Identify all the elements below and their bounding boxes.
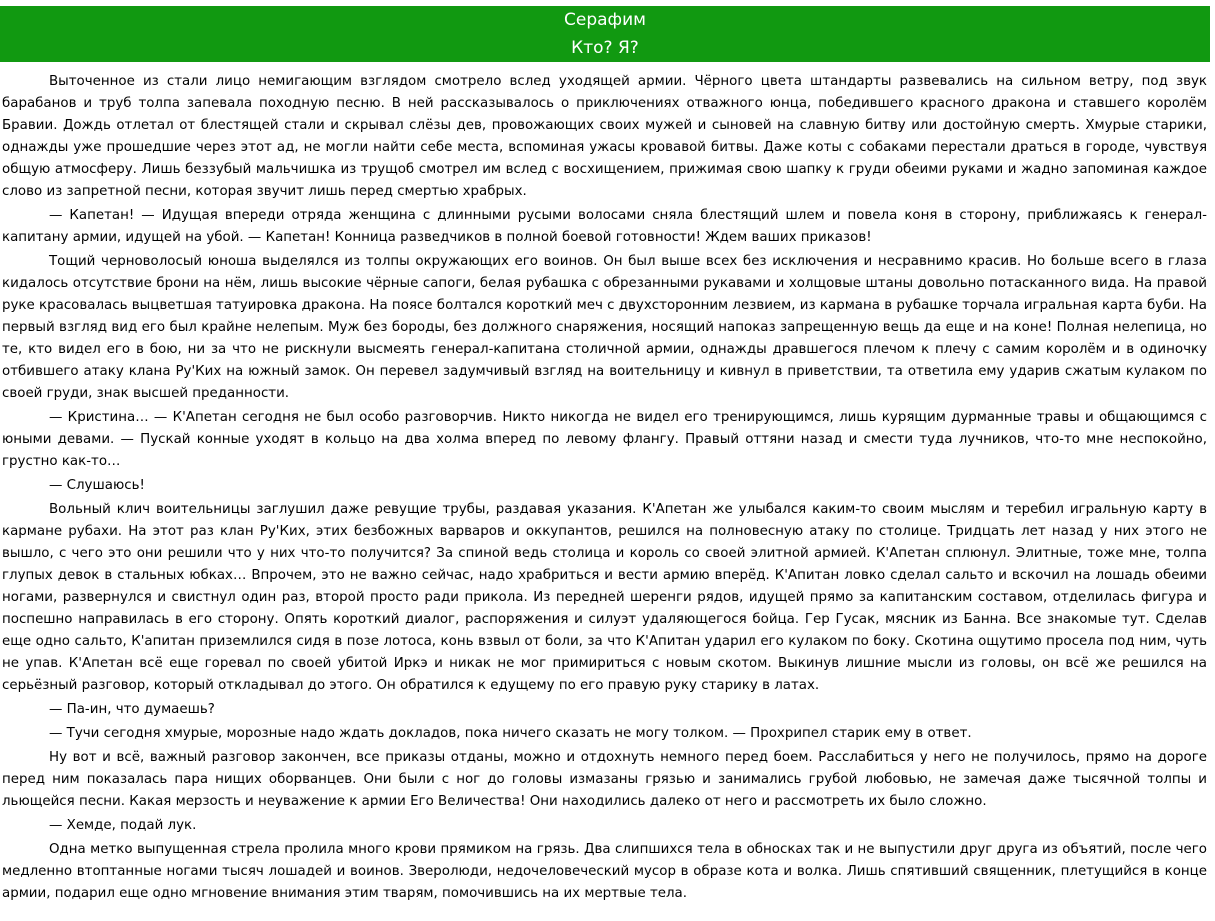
paragraph: — Кристина… — К'Апетан сегодня не был особо разговорчив. Никто никогда не видел его тренирующимся, лишь курящим дурманные травы и общающимся с юными девами. — Пускай конные уходят в кольцо на два холма вперед по левому флангу. Правый оттяни назад и смести туда лучников, что-то мне неспокойно, грустно как-то… <box>2 410 1207 469</box>
paragraph: — Слушаюсь! <box>49 478 145 493</box>
paragraph: Ну вот и всё, важный разговор закончен, все приказы отданы, можно и отдохнуть немного перед боем. Расслабиться у него не получилось, прямо на дороге перед ним показалась пара нищих оборванцев. Они были с ног до головы измазаны грязью и занимались грубой любовью, не замечая даже тысячной толпы и льющейся песни. Какая мерзость и неуважение к армии Его Величества! Они находились далеко от него и рассмотреть их было сложно. <box>2 750 1207 809</box>
paragraph: Одна метко выпущенная стрела пролила много крови прямиком на грязь. Два слипшихся тела в обносках так и не выпустили друг друга из объятий, после чего медленно втоптанные ногами тысяч лошадей и воинов. Зверолюди, недочеловеческий мусор в образе кота и волка. Лишь спятивший священник, плетущийся в конце армии, подарил еще одно мгновение внимания этим тварям, помочившись на их мертвые тела. <box>2 842 1207 901</box>
paragraph: — Тучи сегодня хмурые, морозные надо ждать докладов, пока ничего сказать не могу толком. — Прохрипел старик ему в ответ. <box>49 726 972 741</box>
chapter-header <box>0 6 1210 62</box>
story-text <box>2 71 1207 907</box>
chapter-title: Серафим <box>564 10 646 30</box>
paragraph: Тощий черноволосый юноша выделялся из толпы окружающих его воинов. Он был выше всех без исключения и несравнимо красив. Но больше всего в глаза кидалось отсутствие брони на нём, лишь высокие чёрные сапоги, белая рубашка с обрезанными рукавами и холщовые штаны довольно потасканного вида. На правой руке красовалась выцветшая татуировка дракона. На поясе болтался короткий меч с двухсторонним лезвием, из кармана в рубашке торчала игральная карта буби. На первый взгляд вид его был крайне нелепым. Муж без бороды, без должного снаряжения, носящий напоказ запрещенную вещь да еще и на коне! Полная нелепица, но те, кто видел его в бою, ни за что не рискнули высмеять генерал-капитана столичной армии, однажды дравшегося плечом к плечу с самим королём и в одиночку отбившего атаку клана Ру'Ких на южный замок. Он перевел задумчивый взгляд на воительницу и кивнул в приветствии, та ответила ему ударив сжатым кулаком по своей груди, знак высшей преданности. <box>2 254 1207 401</box>
chapter-subtitle: Кто? Я? <box>571 38 639 58</box>
paragraph: Выточенное из стали лицо немигающим взглядом смотрело вслед уходящей армии. Чёрного цвета штандарты развевались на сильном ветру, под звук барабанов и труб толпа запевала походную песню. В ней рассказывалось о приключениях отважного юнца, победившего красного дракона и ставшего королём Бравии. Дождь отлетал от блестящей стали и скрывал слёзы дев, провожающих своих мужей и сыновей на славную битву или достойную смерть. Хмурые старики, однажды уже прошедшие через этот ад, не могли найти себе места, вспоминая ужасы кровавой битвы. Даже коты с собаками перестали драться в городе, чувствуя общую атмосферу. Лишь беззубый мальчишка из трущоб смотрел им вслед с восхищением, прижимая свою шапку к груди обеими руками и жадно запоминая каждое слово из запретной песни, которая звучит лишь перед смертью храбрых. <box>2 74 1207 199</box>
paragraph: — Капетан! — Идущая впереди отряда женщина с длинными русыми волосами сняла блестящий шлем и повела коня в сторону, приближаясь к генерал-капитану армии, идущей на убой. — Капетан! Конница разведчиков в полной боевой готовности! Ждем ваших приказов! <box>2 208 1207 245</box>
paragraph: — Хемде, подай лук. <box>49 818 197 833</box>
paragraph: — Па-ин, что думаешь? <box>49 702 215 717</box>
paragraph: Вольный клич воительницы заглушил даже ревущие трубы, раздавая указания. К'Апетан же улыбался каким-то своим мыслям и теребил игральную карту в кармане рубахи. На этот раз клан Ру'Ких, этих безбожных варваров и оккупантов, решился на полновесную атаку по столице. Тридцать лет назад у них этого не вышло, с чего это они решили что у них что-то получится? За спиной ведь столица и король со своей элитной армией. К'Апетан сплюнул. Элитные, тоже мне, толпа глупых девок в стальных юбках… Впрочем, это не важно сейчас, надо храбриться и вести армию вперёд. К'Апитан ловко сделал сальто и вскочил на лошадь обеими ногами, развернулся и свистнул один раз, второй просто ради прикола. Из передней шеренги рядов, идущей прямо за капитанским составом, отделилась фигура и поспешно направилась в его сторону. Опять короткий диалог, распоряжения и силуэт удаляющегося бойца. Гер Гусак, мясник из Банна. Все знакомые тут. Сделав еще одно сальто, К'апитан приземлился сидя в позе лотоса, конь взвыл от боли, за что К'Апитан ударил его кулаком по боку. Скотина ощутимо просела под ним, чуть не упав. К'Апетан всё еще горевал по своей убитой Иркэ и никак не мог примириться с новым скотом. Выкинув лишние мысли из головы, он всё же решился на серьёзный разговор, который откладывал до этого. Он обратился к едущему по его правую руку старику в латах. <box>2 502 1207 693</box>
